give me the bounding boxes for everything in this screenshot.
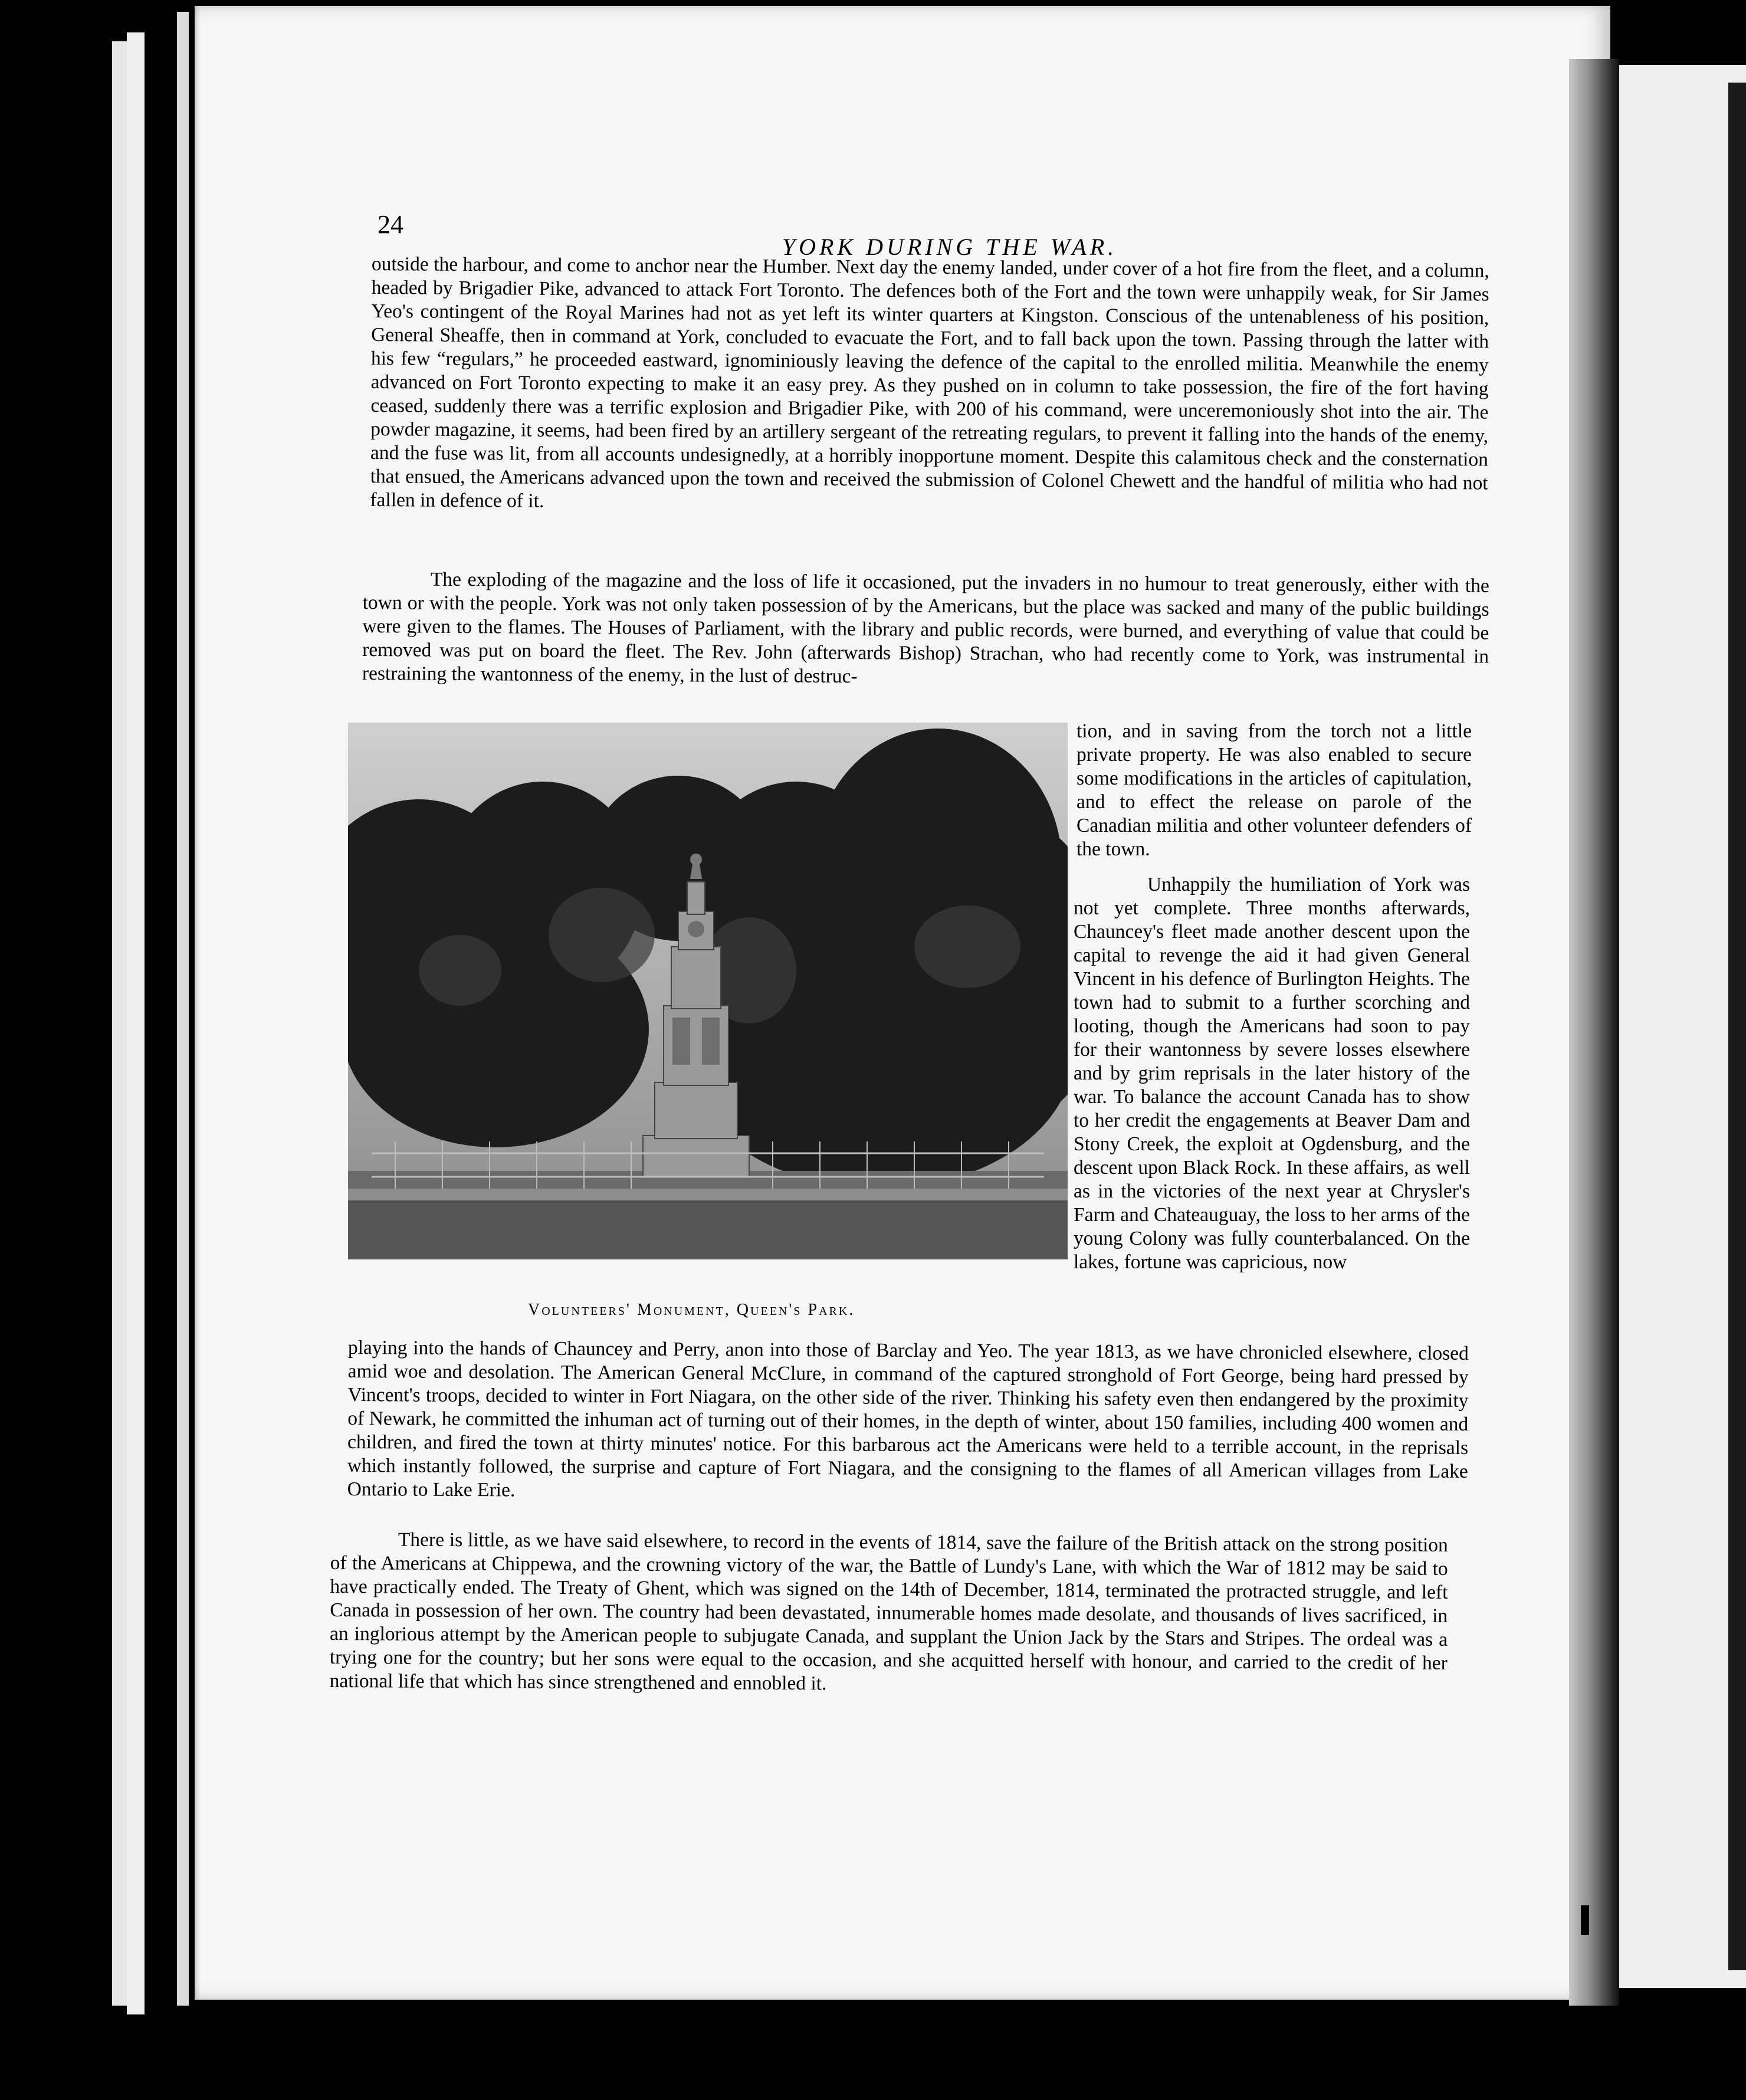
- paragraph-2: The exploding of the magazine and the loss of life it occasioned, put the invaders in no humour to treat generously, either with the town or with the people. York was not only taken possession of by the Americans, but the place was sacked and many of the public buildings were given to the flames. The Houses of Parliament, with the library and public records, were burned, and everything of value that could be removed was put on board the fleet. The Rev. John (afterwards Bishop) Strachan, who had recently come to York, was instrumental in restraining the wantonness of the enemy, in the lust of destruc-: [362, 568, 1489, 688]
- facing-page-edge: [1619, 65, 1746, 1988]
- page-number: 24: [378, 210, 403, 239]
- figure-caption: Volunteers' Monument, Queen's Park.: [528, 1301, 855, 1319]
- page-stack-edge: [177, 12, 189, 2006]
- facing-page-shadow: [1728, 83, 1746, 1970]
- gutter-shadow: [1569, 59, 1619, 2006]
- paragraph-1: outside the harbour, and come to anchor near the Humber. Next day the enemy landed, under cover of a hot fire from the fleet, and a column, headed by Brigadier Pike, advanced to attack Fort Toronto. The defences both of the Fort and the town were unhappily weak, for Sir James Yeo's contingent of the Royal Marines had not as yet left its winter quarters at Kingston. Conscious of the untenableness of his position, General Sheaffe, then in command at York, concluded to evacuate the Fort, and to fall back upon the town. Passing through the latter with his few “regulars,” he proceeded eastward, ignominiously leaving the defence of the capital to the enrolled militia. Meanwhile the enemy advanced on Fort Toronto expecting to make it an easy prey. As they pushed on in column to take possession, the fire of the fort having ceased, suddenly there was a terrific explosion and Brigadier Pike, with 200 of his command, were unceremoniously shot into the air. The powder magazine, it seems, had been fired by an artillery sergeant of the retreating regulars, to prevent it falling into the hands of the enemy, and the fuse was lit, from all accounts undesignedly, at a horribly inopportune moment. Despite this calamitous check and the consternation that ensued, the Americans advanced upon the town and received the submission of Colonel Chewett and the handful of militia who had not fallen in defence of it.: [370, 252, 1489, 512]
- paragraph-4: Unhappily the humiliation of York was not yet complete. Three months afterwards, Chauncey's fleet made another descent upon the capital to revenge the aid it had given General Vincent in his defence of Burlington Heights. The town had to submit to a further scorching and looting, though the Americans had soon to pay for their wantonness by severe losses elsewhere and by grim reprisals in the later history of the war. To balance the account Canada has to show to her credit the engagements at Beaver Dam and Stony Creek, the exploit at Ogdensburg, and the descent upon Black Rock. In these affairs, as well as in the victories of the next year at Chrysler's Farm and Chateauguay, the loss to her arms of the young Colony was fully counterbalanced. On the lakes, fortune was capricious, now: [1074, 874, 1470, 1273]
- paragraph-5: playing into the hands of Chauncey and Perry, anon into those of Barclay and Yeo. The year 1813, as we have chronicled elsewhere, closed amid woe and desolation. The American General McClure, in command of the captured stronghold of Fort George, being hard pressed by Vincent's troops, decided to winter in Fort Niagara, on the other side of the river. Thinking his safety even then endangered by the proximity of Newark, he committed the inhuman act of turning out of their homes, in the depth of winter, about 150 families, including 400 women and children, and fired the town at thirty minutes' notice. For this barbarous act the Americans were held to a terrible account, in the reprisals which instantly followed, the surprise and capture of Fort Niagara, and the consigning to the flames of all American villages from Lake Ontario to Lake Erie.: [347, 1337, 1469, 1501]
- running-head: YORK DURING THE WAR.: [782, 234, 1118, 260]
- paragraph-3: tion, and in saving from the torch not a little private property. He was also enabled to secure some modifications in the articles of capitulation, and to effect the release on parole of the Canadian militia and other volunteer defenders of the town.: [1077, 720, 1472, 860]
- paragraph-6: There is little, as we have said elsewhere, to record in the events of 1814, save the failure of the British attack on the strong position of the Americans at Chippewa, and the crowning victory of the war, the Battle of Lundy's Lane, with which the War of 1812 may be said to have practically ended. The Treaty of Ghent, which was signed on the 14th of December, 1814, terminated the protracted struggle, and left Canada in possession of her own. The country had been devastated, innumerable homes made desolate, and thousands of lives sacrificed, in an inglorious attempt by the American people to subjugate Canada, and supplant the Union Jack by the Stars and Stripes. The ordeal was a trying one for the country; but her sons were equal to the occasion, and she acquitted herself with honour, and carried to the credit of her national life that which has since strengthened and ennobled it.: [329, 1528, 1448, 1695]
- monument-photograph: [348, 723, 1068, 1259]
- binding-mark: [1581, 1905, 1589, 1935]
- page-stack-edge: [127, 32, 145, 2014]
